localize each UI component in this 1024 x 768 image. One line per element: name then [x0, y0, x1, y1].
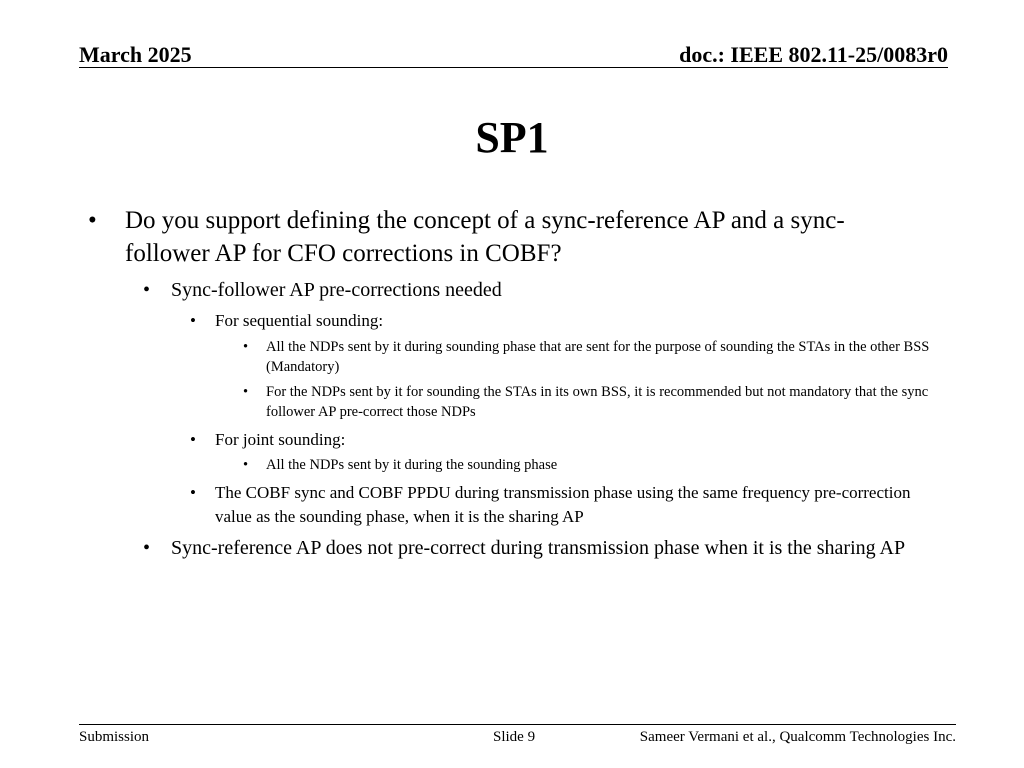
bullet-marker: •: [88, 207, 97, 234]
bullet-marker: •: [243, 339, 249, 355]
bullet-question-text: Do you support defining the concept of a sync-reference AP and a sync-follower AP for CFO corrections in COBF?: [125, 207, 845, 267]
bullet-marker: •: [190, 483, 196, 502]
bullet-marker: •: [243, 457, 249, 473]
bullet-sync-reference-text: Sync-reference AP does not pre-correct during transmission phase when it is the sharing AP: [171, 537, 906, 559]
bullet-seq-item-2-text: For the NDPs sent by it for sounding the STAs in its own BSS, it is recommended but not mandatory that the sync follower AP pre-correct those NDPs: [266, 384, 929, 420]
bullet-sync-follower-text: Sync-follower AP pre-corrections needed: [171, 279, 502, 301]
bullet-marker: •: [143, 537, 151, 559]
bullet-marker: •: [143, 279, 151, 301]
bullet-joint-sounding-text: For joint sounding:: [215, 430, 346, 449]
bullet-marker: •: [243, 384, 249, 400]
bullet-cobf-sync-text: The COBF sync and COBF PPDU during transmission phase using the same frequency pre-correction value as the sounding phase, when it is the sharing AP: [215, 483, 911, 526]
bullet-seq-item-1-text: All the NDPs sent by it during sounding phase that are sent for the purpose of sounding the STAs in the other BSS (Mandatory): [266, 339, 930, 375]
footer-submission: Submission: [79, 729, 150, 745]
footer-divider: [79, 724, 956, 725]
footer-authors: Sameer Vermani et al., Qualcomm Technologies Inc.: [639, 729, 956, 745]
bullet-joint-item-1-text: All the NDPs sent by it during the sounding phase: [266, 457, 558, 473]
slide-title: SP1: [475, 113, 549, 162]
footer-slide-number: Slide 9: [493, 729, 536, 745]
header-date: March 2025: [79, 42, 192, 67]
bullet-sequential-sounding-text: For sequential sounding:: [215, 311, 384, 330]
header-divider: [79, 67, 948, 68]
bullet-marker: •: [190, 311, 196, 330]
bullet-marker: •: [190, 430, 196, 449]
header-doc-number: doc.: IEEE 802.11-25/0083r0: [679, 42, 948, 67]
